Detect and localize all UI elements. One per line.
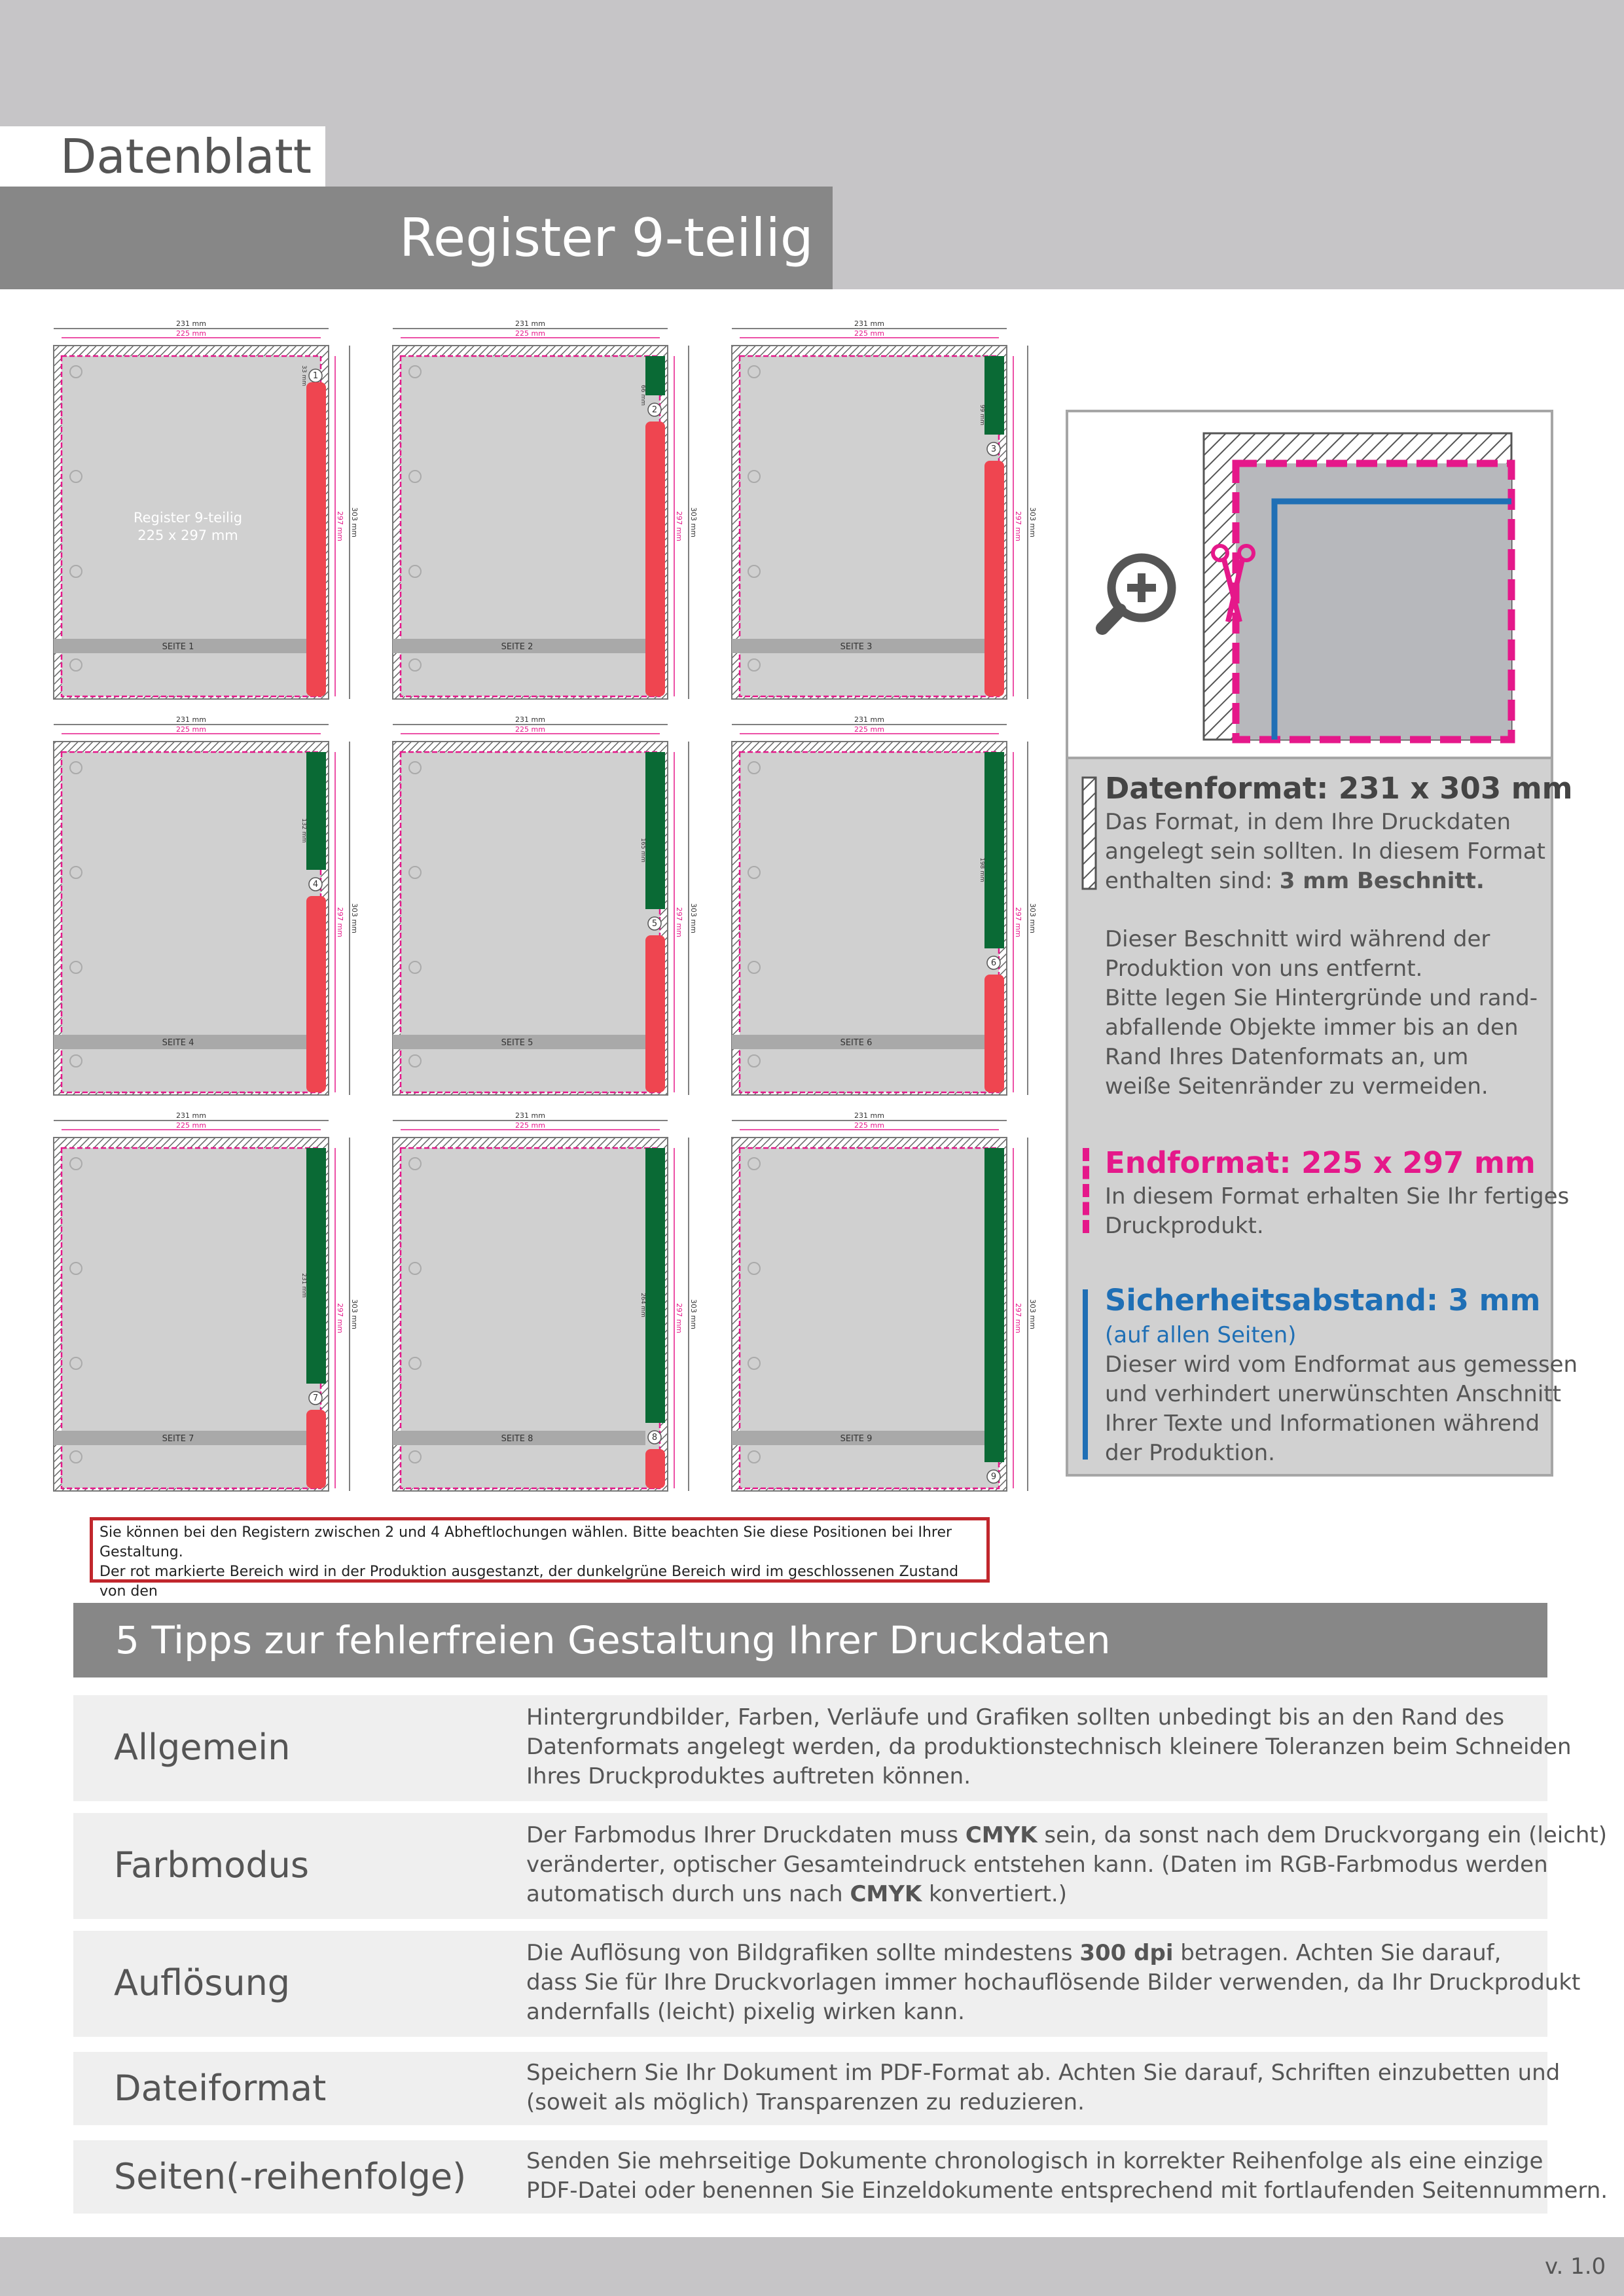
final-width-label: 225 mm <box>176 725 206 734</box>
punched-area <box>306 1410 326 1488</box>
page-label: SEITE 6 <box>840 1038 873 1048</box>
final-height-label: 297 mm <box>675 907 683 937</box>
final-width-label: 225 mm <box>515 329 545 338</box>
sicherheit-line-4: der Produktion. <box>1105 1440 1275 1466</box>
data-width-label: 231 mm <box>515 319 545 328</box>
tip-row-allgemein <box>73 1695 1572 1801</box>
tip-line: (soweit als möglich) Transparenzen zu reduzieren. <box>526 2089 1085 2115</box>
data-width-label: 231 mm <box>854 1111 884 1120</box>
punched-area <box>984 975 1004 1092</box>
note-line-1: Sie können bei den Registern zwischen 2 und 4 Abheftlochungen wählen. Bitte beachten Sie diese Positionen bei Ihrer Gestaltung. <box>99 1524 952 1560</box>
data-height-label: 303 mm <box>350 507 359 537</box>
sicherheit-line-1: Dieser wird vom Endformat aus gemessen <box>1105 1352 1578 1378</box>
data-height-label: 303 mm <box>1028 507 1037 537</box>
data-height-label: 303 mm <box>1028 903 1037 933</box>
tip-line: Die Auflösung von Bildgrafiken sollte mindestens 300 dpi betragen. Achten Sie darauf, <box>526 1940 1502 1966</box>
beschnitt-line-4: abfallende Objekte immer bis an den <box>1105 1014 1519 1041</box>
covered-area <box>984 356 1004 435</box>
sicherheit-title: Sicherheitsabstand: 3 mm <box>1105 1283 1541 1318</box>
endformat-title: Endformat: 225 x 297 mm <box>1105 1145 1536 1180</box>
tip-line: Datenformats angelegt werden, da produktionstechnisch kleinere Toleranzen beim Schneiden <box>526 1734 1572 1760</box>
sicherheit-marker <box>1083 1289 1088 1460</box>
punched-area <box>306 896 326 1092</box>
tab-number: 9 <box>990 1472 997 1482</box>
zoom-in-icon <box>1102 558 1172 628</box>
tab-offset-label: 264 mm <box>640 1293 646 1318</box>
final-width-label: 225 mm <box>854 725 884 734</box>
final-height-label: 297 mm <box>675 1303 683 1333</box>
final-height-label: 297 mm <box>1014 1303 1022 1333</box>
final-width-label: 225 mm <box>176 329 206 338</box>
data-height-label: 303 mm <box>350 1299 359 1329</box>
tab-number: 1 <box>312 371 319 381</box>
punched-area <box>645 1449 665 1488</box>
punched-area <box>984 461 1004 696</box>
tab-offset-label: 198 mm <box>979 857 985 882</box>
tips-title: 5 Tipps zur fehlerfreien Gestaltung Ihrer Druckdaten <box>115 1618 1111 1662</box>
beschnitt-line-5: Rand Ihres Datenformats an, um <box>1105 1044 1469 1070</box>
tab-number: 6 <box>990 958 997 968</box>
tab-number: 4 <box>312 880 319 889</box>
page-label: SEITE 3 <box>840 642 873 652</box>
beschnitt-line-3: Bitte legen Sie Hintergründe und rand- <box>1105 985 1538 1011</box>
covered-area <box>306 752 326 870</box>
punched-area <box>306 382 326 696</box>
sicherheit-line-2: und verhindert unerwünschten Anschnitt <box>1105 1381 1561 1407</box>
register-pages-diagram <box>46 314 1054 1492</box>
tab-number: 8 <box>651 1433 658 1443</box>
tip-label: Auflösung <box>114 1962 291 2003</box>
tip-row-seiten <box>73 2140 1608 2214</box>
page-title: Register 9-teilig <box>399 207 814 268</box>
covered-area <box>984 752 1004 948</box>
bleed-detail-illustration <box>1068 412 1551 757</box>
tip-line: Ihres Druckproduktes auftreten können. <box>526 1763 971 1789</box>
final-width-label: 225 mm <box>854 1121 884 1130</box>
tab-number: 5 <box>651 919 658 929</box>
tab-number: 7 <box>312 1393 319 1403</box>
data-width-label: 231 mm <box>515 1111 545 1120</box>
tip-label: Seiten(-reihenfolge) <box>114 2156 467 2197</box>
data-height-label: 303 mm <box>689 507 698 537</box>
data-height-label: 303 mm <box>1028 1299 1037 1329</box>
datenformat-line-1: Das Format, in dem Ihre Druckdaten <box>1105 809 1511 835</box>
final-height-label: 297 mm <box>1014 511 1022 541</box>
tab-offset-label: 165 mm <box>640 838 646 863</box>
zoom-detail-box <box>1068 412 1551 759</box>
covered-area <box>645 356 665 395</box>
data-width-label: 231 mm <box>854 715 884 724</box>
final-height-label: 297 mm <box>336 907 344 937</box>
tip-line: veränderter, optischer Gesamteindruck entstehen kann. (Daten im RGB-Farbmodus werden <box>526 1852 1548 1878</box>
final-width-label: 225 mm <box>854 329 884 338</box>
data-width-label: 231 mm <box>854 319 884 328</box>
data-width-label: 231 mm <box>176 1111 206 1120</box>
tip-line: automatisch durch uns nach CMYK konvertiert.) <box>526 1881 1067 1907</box>
data-height-label: 303 mm <box>350 903 359 933</box>
tip-label: Dateiformat <box>114 2068 327 2109</box>
datenformat-title: Datenformat: 231 x 303 mm <box>1105 771 1573 806</box>
tip-row-aufloesung <box>73 1931 1581 2037</box>
tab-offset-label: 99 mm <box>979 404 985 425</box>
punched-area <box>645 422 665 696</box>
tip-line: Speichern Sie Ihr Dokument im PDF-Format ab. Achten Sie darauf, Schriften einzubetten und <box>526 2060 1561 2086</box>
tip-row-farbmodus <box>73 1813 1608 1919</box>
data-width-label: 231 mm <box>176 319 206 328</box>
center-size-label: 225 x 297 mm <box>137 528 238 543</box>
final-height-label: 297 mm <box>336 511 344 541</box>
tab-number: 3 <box>990 444 997 454</box>
page-label: SEITE 2 <box>501 642 533 652</box>
tip-line: Der Farbmodus Ihrer Druckdaten muss CMYK sein, da sonst nach dem Druckvorgang ein (leicht) <box>526 1822 1608 1848</box>
version-label: v. 1.0 <box>1545 2253 1606 2280</box>
sicherheit-sub: (auf allen Seiten) <box>1105 1322 1297 1348</box>
footer-band <box>0 2237 1624 2296</box>
final-height-label: 297 mm <box>1014 907 1022 937</box>
beschnitt-line-6: weiße Seitenränder zu vermeiden. <box>1105 1073 1489 1100</box>
page-label: SEITE 9 <box>840 1434 873 1444</box>
sicherheit-line-3: Ihrer Texte und Informationen während <box>1105 1410 1540 1437</box>
tip-line: PDF-Datei oder benennen Sie Einzeldokumente entsprechend mit fortlaufenden Seitennummern. <box>526 2178 1608 2204</box>
info-panel <box>1066 410 1578 1477</box>
covered-area <box>645 752 665 909</box>
tab-offset-label: 33 mm <box>300 365 307 386</box>
datenblatt-label: Datenblatt <box>60 129 312 184</box>
datenformat-line-2: angelegt sein sollten. In diesem Format <box>1105 838 1545 865</box>
punched-area <box>645 935 665 1092</box>
tip-line: Hintergrundbilder, Farben, Verläufe und Grafiken sollten unbedingt bis an den Rand des <box>526 1704 1505 1731</box>
page-label: SEITE 5 <box>501 1038 533 1048</box>
data-height-label: 303 mm <box>689 1299 698 1329</box>
tip-line: dass Sie für Ihre Druckvorlagen immer hochauflösende Bilder verwenden, da Ihr Druckprodukt <box>526 1969 1581 1996</box>
tab-offset-label: 66 mm <box>640 385 646 406</box>
tab-offset-label: 231 mm <box>300 1273 307 1298</box>
data-height-label: 303 mm <box>689 903 698 933</box>
final-width-label: 225 mm <box>176 1121 206 1130</box>
tip-label: Allgemein <box>114 1727 291 1768</box>
beschnitt-line-2: Produktion von uns entfernt. <box>1105 956 1423 982</box>
final-width-label: 225 mm <box>515 1121 545 1130</box>
datenformat-line-3: enthalten sind: 3 mm Beschnitt. <box>1105 868 1485 894</box>
final-height-label: 297 mm <box>675 511 683 541</box>
covered-area <box>645 1148 665 1423</box>
page-label: SEITE 7 <box>162 1434 194 1444</box>
tab-number: 2 <box>651 405 658 415</box>
page-label: SEITE 4 <box>162 1038 194 1048</box>
covered-area <box>984 1148 1004 1462</box>
tip-line: Senden Sie mehrseitige Dokumente chronologisch in korrekter Reihenfolge als eine einzige <box>526 2148 1543 2174</box>
endformat-marker <box>1083 1148 1089 1233</box>
final-width-label: 225 mm <box>515 725 545 734</box>
note-line-2: Der rot markierte Bereich wird in der Produktion ausgestanzt, der dunkelgrüne Bereich wird im geschlossenen Zustand von den <box>99 1564 959 1600</box>
data-width-label: 231 mm <box>515 715 545 724</box>
endformat-line-1: In diesem Format erhalten Sie Ihr fertiges <box>1105 1183 1570 1210</box>
covered-area <box>306 1148 326 1384</box>
beschnitt-line-1: Dieser Beschnitt wird während der <box>1105 926 1490 952</box>
tip-line: andernfalls (leicht) pixelig wirken kann. <box>526 1999 965 2025</box>
tip-label: Farbmodus <box>114 1844 309 1886</box>
tip-row-dateiformat <box>73 2052 1561 2125</box>
datenformat-marker <box>1081 776 1098 891</box>
final-height-label: 297 mm <box>336 1303 344 1333</box>
page-label: SEITE 1 <box>162 642 194 652</box>
page-label: SEITE 8 <box>501 1434 533 1444</box>
tab-offset-label: 132 mm <box>300 818 307 843</box>
center-label: Register 9-teilig <box>133 510 243 526</box>
punching-note <box>90 1517 990 1600</box>
endformat-line-2: Druckprodukt. <box>1105 1213 1264 1239</box>
data-width-label: 231 mm <box>176 715 206 724</box>
